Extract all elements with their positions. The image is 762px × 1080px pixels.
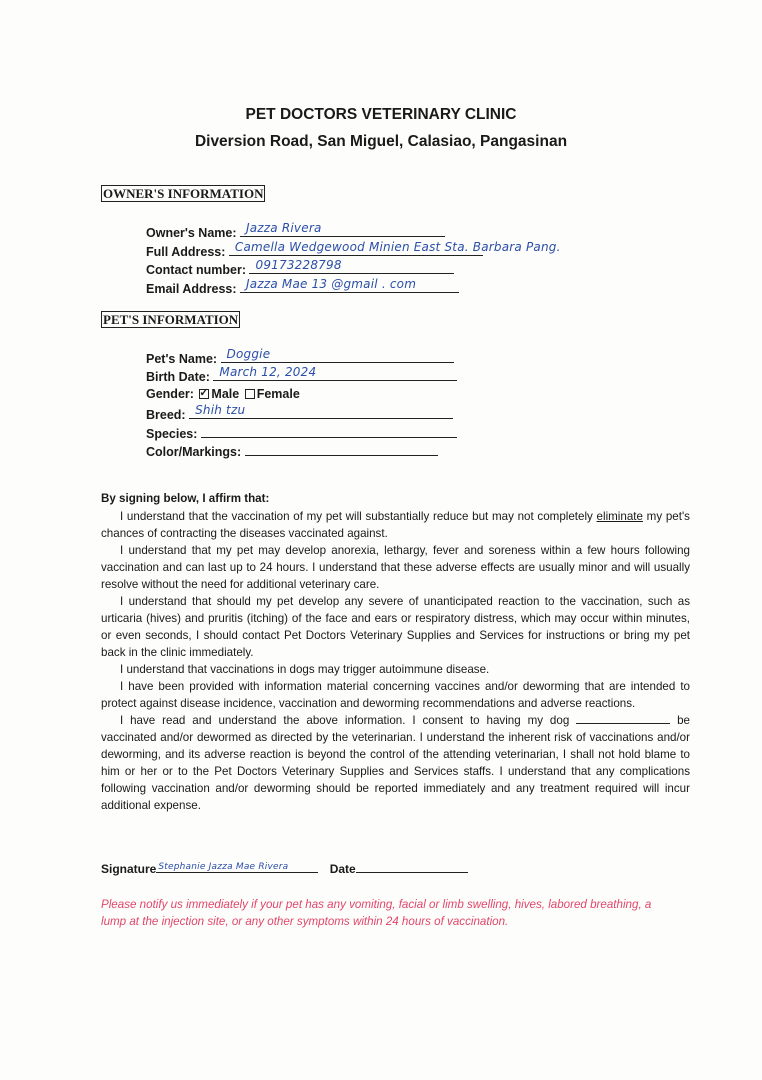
p6-text-after: be vaccinated and/or dewormed as directed by the veterinarian. I understand the inherent risk of vaccinations and/or deworming, and its adverse reaction is beyond the control of the attending veterinarian, I shall not hold blame to him or her or to the Pet Doctors Veterinary Supplies and Services staffs. I understand that any complications following vaccination and/or deworming should be reported immediately and any treatment required will incur additional expense. xyxy=(101,714,690,812)
affirmation-paragraph-4: I understand that vaccinations in dogs may trigger autoimmune disease. xyxy=(120,663,490,676)
signature-label: Signature xyxy=(101,862,157,876)
affirmation-paragraph-2: I understand that my pet may develop anorexia, lethargy, fever and soreness within a few hours following vaccination and can last up to 24 hours. I understand that these adverse effects are usually minor and will usually resolve without the need for additional veterinary care. xyxy=(101,544,690,591)
pet-name-value: Doggie xyxy=(226,347,271,361)
color-markings-row xyxy=(146,442,438,460)
affirmation-paragraph-6 xyxy=(101,712,690,814)
color-markings-label: Color/Markings: xyxy=(146,445,242,459)
pet-name-label: Pet's Name: xyxy=(146,352,218,366)
breed-value: Shih tzu xyxy=(195,403,246,417)
date-label: Date xyxy=(329,862,356,876)
contact-number-value: 09173228798 xyxy=(255,258,342,272)
p1-text-after: my pet's chances of contracting the diseases vaccinated against. xyxy=(101,510,690,540)
signature-field[interactable] xyxy=(156,858,318,873)
full-address-label: Full Address: xyxy=(146,245,226,259)
gender-male-checkbox[interactable] xyxy=(199,389,209,399)
gender-female-label: Female xyxy=(256,387,300,401)
contact-number-label: Contact number: xyxy=(146,263,246,277)
contact-number-field[interactable] xyxy=(249,260,454,274)
signature-row xyxy=(101,858,468,876)
dog-name-blank[interactable] xyxy=(576,712,670,724)
p6-text-before: I have read and understand the above information. I consent to having my dog xyxy=(120,714,570,727)
date-field[interactable] xyxy=(356,859,468,873)
gender-male-label: Male xyxy=(211,387,240,401)
affirmation-intro: By signing below, I affirm that: xyxy=(101,492,270,505)
breed-row xyxy=(146,405,453,423)
email-row xyxy=(146,279,459,297)
breed-label: Breed: xyxy=(146,408,186,422)
notice-text: Please notify us immediately if your pet has any vomiting, facial or limb swelling, hives, labored breathing, a lump at the injection site, or any other symptoms within 24 hours of vaccination. xyxy=(101,898,652,928)
email-value: Jazza Mae 13 @gmail . com xyxy=(246,277,417,291)
owner-name-value: Jazza Rivera xyxy=(246,221,322,235)
owner-info-heading: OWNER'S INFORMATION xyxy=(103,186,264,201)
affirmation-paragraph-1 xyxy=(101,508,690,542)
email-label: Email Address: xyxy=(146,282,237,296)
birth-date-field[interactable] xyxy=(213,367,457,381)
birth-date-value: March 12, 2024 xyxy=(219,365,317,379)
full-address-field[interactable] xyxy=(229,240,561,256)
birth-date-row xyxy=(146,367,457,385)
owner-name-label: Owner's Name: xyxy=(146,226,237,240)
p1-underlined-word: eliminate xyxy=(596,510,643,523)
species-label: Species: xyxy=(146,427,198,441)
affirmation-body xyxy=(101,508,690,814)
gender-row xyxy=(146,386,300,402)
signature-mark: Stephanie Jazza Mae Rivera xyxy=(158,862,289,872)
pet-name-field[interactable] xyxy=(221,349,454,363)
clinic-name: PET DOCTORS VETERINARY CLINIC xyxy=(245,106,517,123)
owner-name-field[interactable] xyxy=(240,223,445,237)
affirmation-paragraph-5: I have been provided with information material concerning vaccines and/or deworming that are intended to protect against disease incidence, vaccination and deworming recommendations and adverse reactions. xyxy=(101,680,690,710)
species-field[interactable] xyxy=(201,424,457,438)
gender-female-checkbox[interactable] xyxy=(245,389,255,399)
color-markings-field[interactable] xyxy=(245,442,438,456)
p1-text-before: I understand that the vaccination of my pet will substantially reduce but may not completely xyxy=(120,510,593,523)
affirmation-paragraph-3: I understand that should my pet develop any severe of unanticipated reaction to the vaccination, such as urticaria (hives) and pruritis (itching) of the face and ears or respiratory distress, which may occur within minutes, or even seconds, I should contact Pet Doctors Veterinary Supplies and Services for instructions or bring my pet back in the clinic immediately. xyxy=(101,595,690,659)
email-field[interactable] xyxy=(240,279,459,293)
birth-date-label: Birth Date: xyxy=(146,370,210,384)
full-address-value: Camella Wedgewood Minien East Sta. Barbara Pang. xyxy=(234,240,561,254)
gender-label: Gender: xyxy=(146,387,194,401)
clinic-address: Diversion Road, San Miguel, Calasiao, Pangasinan xyxy=(194,133,568,150)
species-row xyxy=(146,424,457,442)
breed-field[interactable] xyxy=(189,405,453,419)
pet-info-heading: PET'S INFORMATION xyxy=(103,312,239,327)
